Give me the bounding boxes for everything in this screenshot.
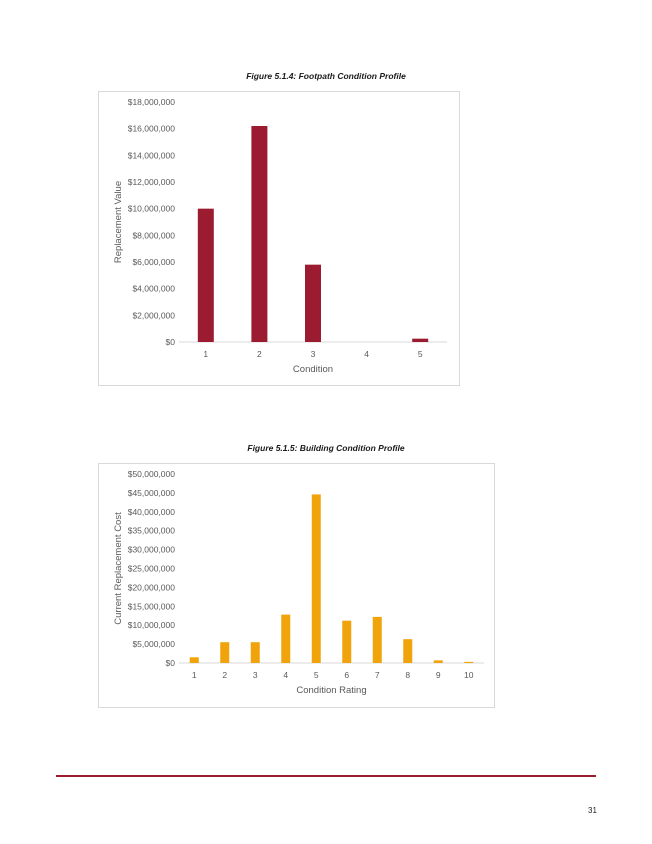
y-tick-label: $15,000,000 [127,601,175,612]
bar-2 [220,642,229,663]
building-condition-chart [99,464,494,707]
bar-6 [342,621,351,663]
x-tick-label: 5 [417,349,423,359]
y-tick-label: $20,000,000 [127,582,175,593]
y-tick-label: $14,000,000 [127,150,175,161]
x-tick-label: 2 [257,349,262,359]
x-tick-label: 7 [374,670,380,680]
x-tick-label: 10 [464,670,474,680]
y-tick-label: $12,000,000 [127,177,175,187]
y-tick-label: $0 [165,337,175,347]
x-tick-label: 9 [435,670,441,680]
y-tick-label: $0 [165,658,175,668]
x-tick-label: 3 [252,670,258,680]
y-tick-label: $35,000,000 [127,525,175,536]
bar-1 [190,657,199,663]
x-tick-label: 5 [313,670,319,680]
bar-1 [198,209,214,342]
page-number: 31 [588,806,597,815]
bar-10 [464,662,473,663]
y-axis-title: Replacement Value [113,180,124,264]
y-tick-label: $40,000,000 [127,506,175,517]
y-tick-label: $45,000,000 [127,487,175,498]
bar-7 [373,617,382,663]
y-tick-label: $10,000,000 [127,203,175,214]
y-tick-label: $50,000,000 [127,469,175,479]
bar-5 [412,339,428,342]
x-tick-label: 1 [203,349,209,359]
x-tick-label: 8 [405,670,411,680]
y-tick-label: $30,000,000 [127,544,175,555]
x-tick-label: 1 [191,670,197,680]
y-tick-label: $2,000,000 [132,310,175,321]
bar-9 [434,660,443,663]
building-chart-panel [98,463,495,708]
y-tick-label: $8,000,000 [132,230,175,241]
x-tick-label: 6 [344,670,350,680]
bar-5 [312,494,321,663]
figure-caption-footpath: Figure 5.1.4: Footpath Condition Profile [246,71,406,81]
y-tick-label: $10,000,000 [127,620,175,631]
y-axis-title: Current Replacement Cost [113,512,124,625]
bar-3 [305,265,321,342]
x-tick-label: 4 [364,349,369,359]
y-tick-label: $25,000,000 [127,563,175,574]
bar-3 [251,642,260,663]
bar-8 [403,639,412,663]
figure-caption-building: Figure 5.1.5: Building Condition Profile [247,443,405,453]
footpath-chart-panel [98,91,460,386]
y-tick-label: $6,000,000 [132,257,175,267]
bar-2 [251,126,267,342]
y-tick-label: $18,000,000 [127,97,175,107]
x-tick-label: 3 [310,349,316,359]
bar-4 [281,615,290,663]
y-tick-label: $4,000,000 [132,283,175,294]
y-tick-label: $16,000,000 [127,123,175,134]
y-tick-label: $5,000,000 [132,639,175,650]
footer-rule [56,775,596,777]
x-axis-title: Condition Rating [296,685,367,696]
x-axis-title: Condition [292,364,334,375]
footpath-condition-chart [99,92,459,385]
x-tick-label: 2 [222,670,228,680]
x-tick-label: 4 [283,670,289,680]
